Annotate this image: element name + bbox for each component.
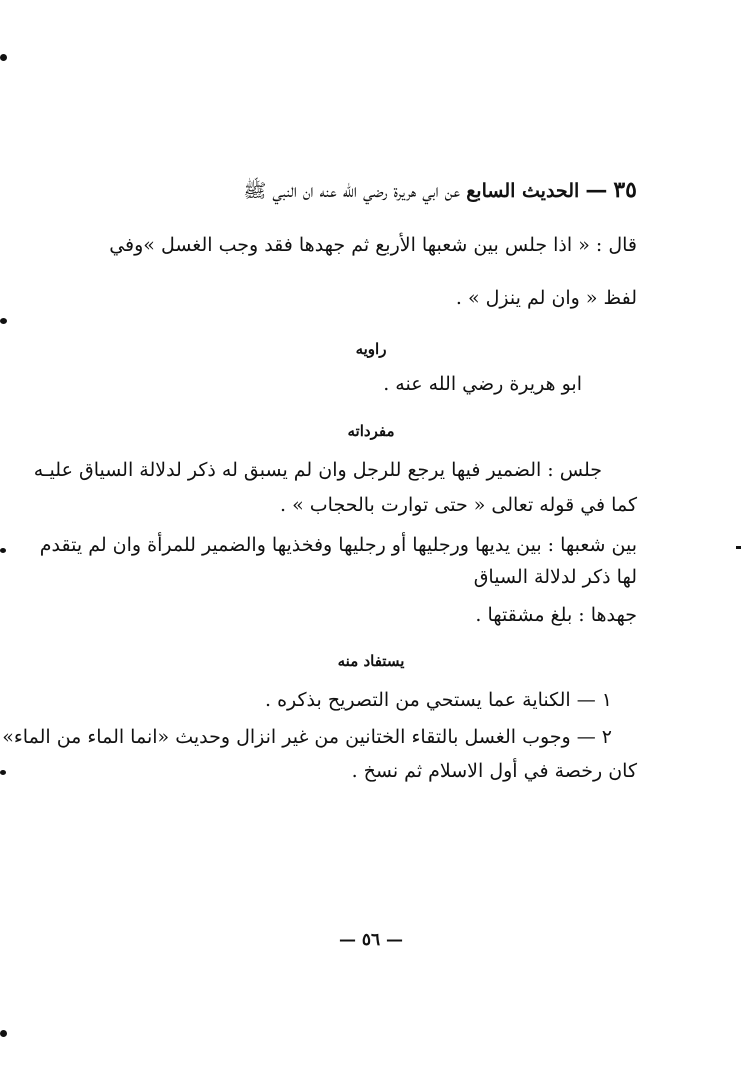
vocabulary-line-3: بين شعبها : بين يديها ورجليها أو رجليها وفخذيها والضمير للمرأة وان لم يتقدم bbox=[39, 534, 637, 556]
benefits-line-3: كان رخصة في أول الاسلام ثم نسخ . bbox=[351, 760, 637, 782]
vocabulary-heading: مفرداته bbox=[347, 422, 395, 440]
hadith-title: الحديث السابع bbox=[466, 180, 580, 202]
scan-mark bbox=[0, 318, 7, 324]
scan-mark bbox=[736, 546, 741, 549]
hadith-number: ٣٥ bbox=[613, 177, 637, 203]
vocabulary-line-2: كما في قوله تعالى « حتى توارت بالحجاب » . bbox=[280, 494, 637, 516]
hadith-line-3: لفظ « وان لم ينزل » . bbox=[455, 287, 637, 309]
scan-mark bbox=[0, 1030, 7, 1037]
hadith-dash: — bbox=[585, 177, 608, 203]
vocabulary-line-1: جلس : الضمير فيها يرجع للرجل وان لم يسبق له ذكر لدلالة السياق عليـه bbox=[33, 459, 602, 481]
hadith-line-2: قال : « اذا جلس بين شعبها الأربع ثم جهدها فقد وجب الغسل »وفي bbox=[109, 234, 637, 256]
page-number: — ٥٦ — bbox=[338, 930, 404, 950]
scan-mark bbox=[0, 54, 7, 61]
scan-mark bbox=[0, 548, 6, 553]
vocabulary-line-5: جهدها : بلغ مشقتها . bbox=[475, 604, 637, 626]
benefits-line-2: ٢ — وجوب الغسل بالتقاء الختانين من غير انزال وحديث «انما الماء من الماء» bbox=[2, 726, 612, 748]
narrator-heading: راويه bbox=[355, 340, 387, 358]
vocabulary-line-4: لها ذكر لدلالة السياق bbox=[473, 566, 637, 588]
benefits-line-1: ١ — الكناية عما يستحي من التصريح بذكره . bbox=[264, 689, 612, 711]
narrator-text: ابو هريرة رضي الله عنه . bbox=[383, 373, 582, 395]
hadith-line-1-text: عن ابي هريرة رضي الله عنه ان النبي ﷺ bbox=[243, 180, 461, 202]
hadith-line-1 bbox=[105, 176, 637, 205]
benefits-heading: يستفاد منه bbox=[337, 652, 405, 670]
scan-mark bbox=[0, 770, 6, 775]
